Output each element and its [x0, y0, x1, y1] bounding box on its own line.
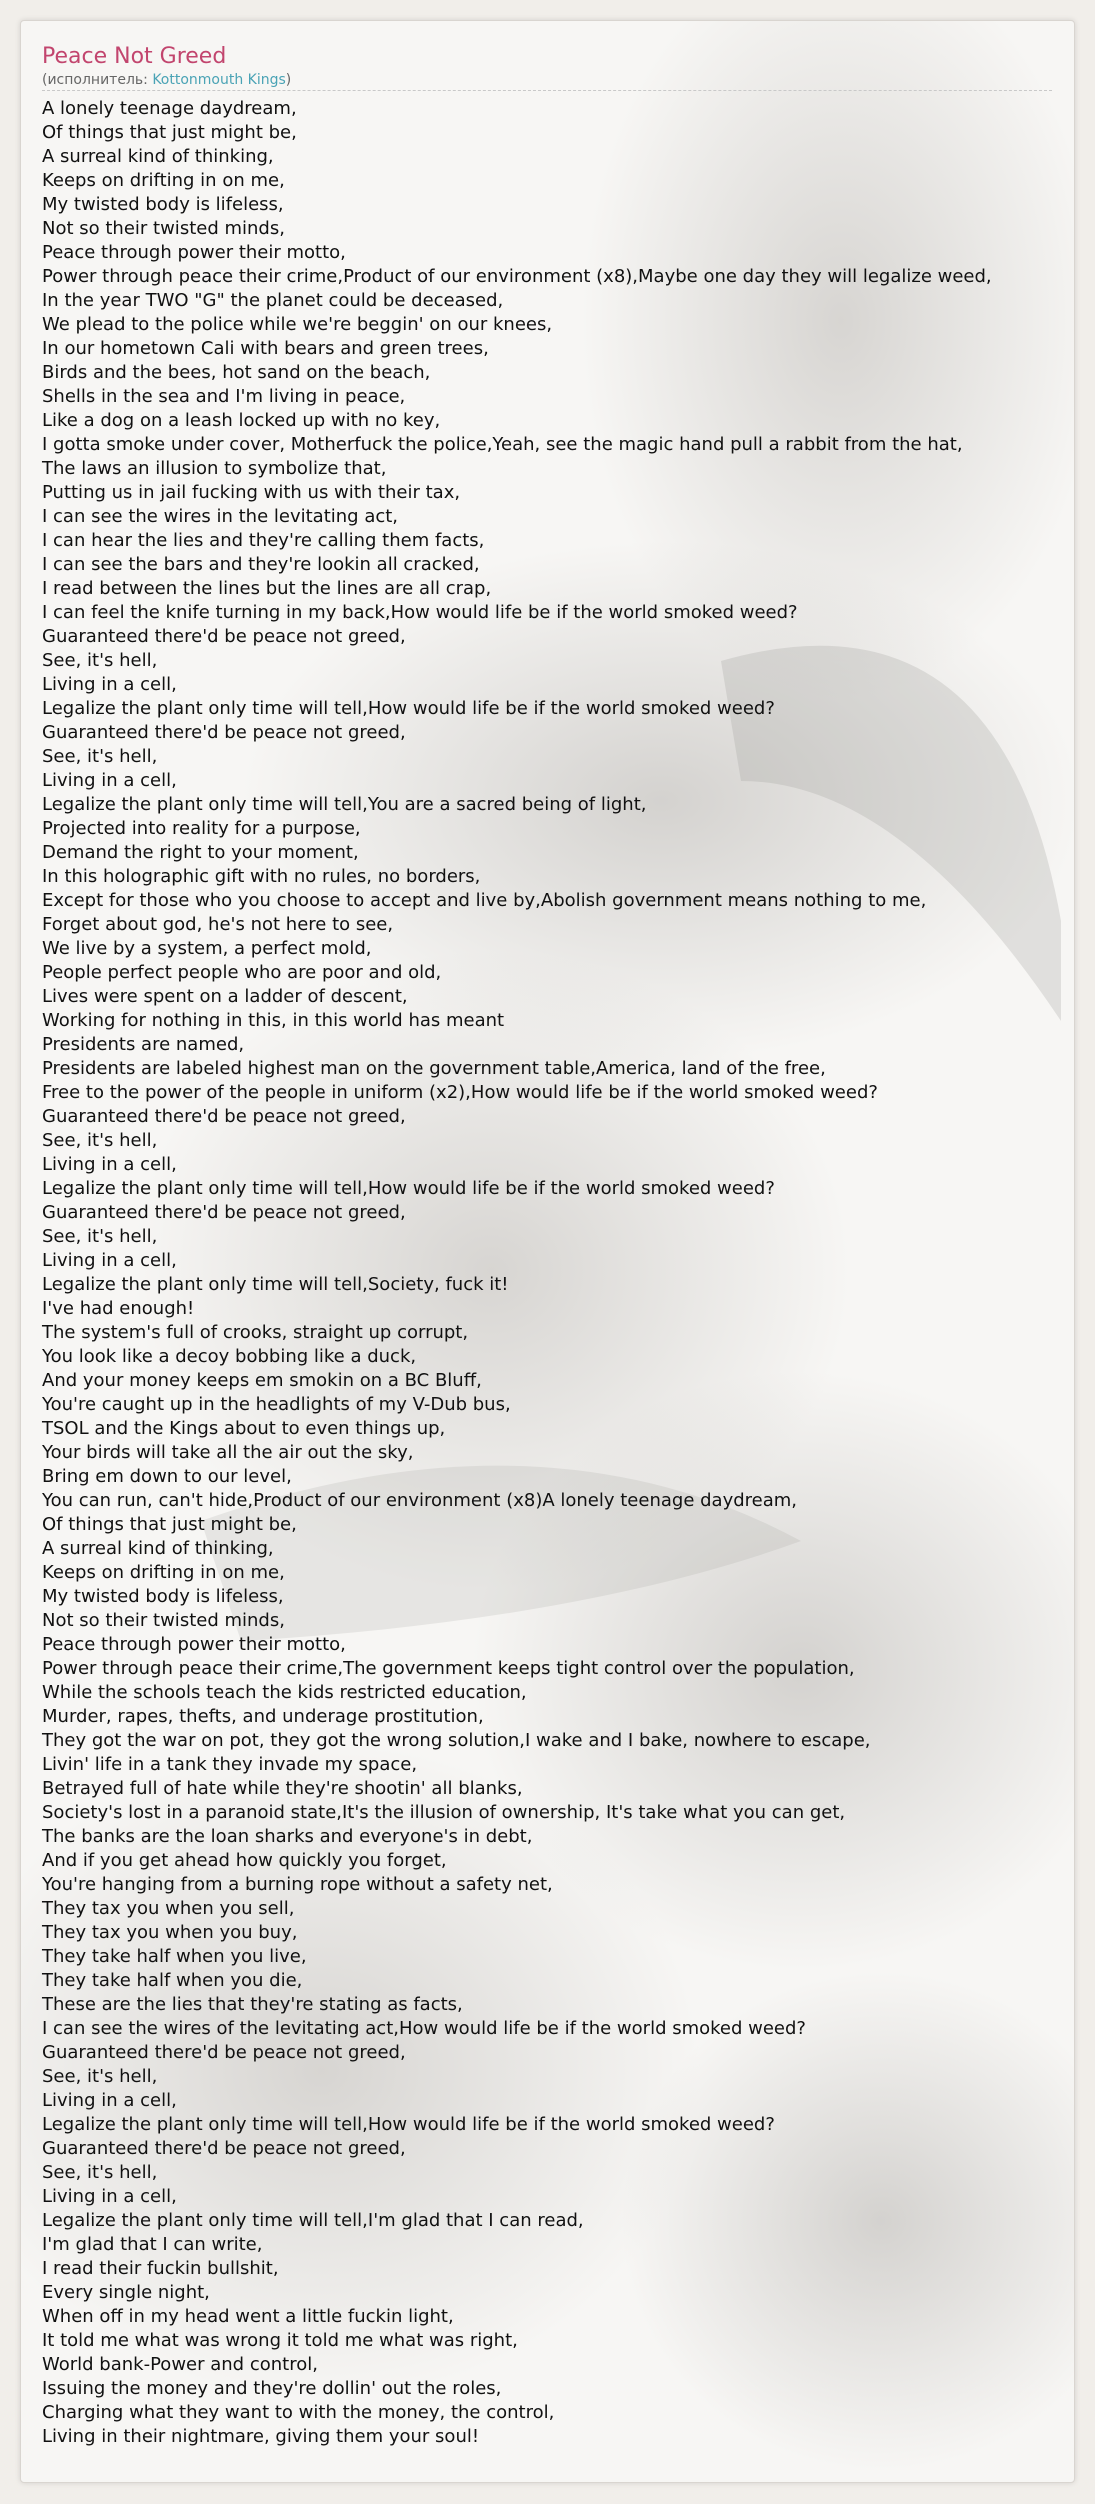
lyric-line: Guaranteed there'd be peace not greed, [42, 2042, 406, 2063]
lyric-line: My twisted body is lifeless, [42, 194, 284, 215]
lyric-line: Power through peace their crime,The government keeps tight control over the population, [42, 1658, 855, 1679]
artist-prefix: (исполнитель: [42, 72, 153, 88]
lyric-line: Your birds will take all the air out the sky, [42, 1442, 414, 1463]
lyric-line: A surreal kind of thinking, [42, 1538, 274, 1559]
lyric-line: Guaranteed there'd be peace not greed, [42, 2138, 406, 2159]
lyric-line: Living in a cell, [42, 770, 177, 791]
lyric-line: Lives were spent on a ladder of descent, [42, 986, 408, 1007]
lyric-line: Power through peace their crime,Product of our environment (x8),Maybe one day they will legalize weed, [42, 266, 992, 287]
lyric-line: A surreal kind of thinking, [42, 146, 274, 167]
lyric-line: My twisted body is lifeless, [42, 1586, 284, 1607]
lyric-line: When off in my head went a little fuckin light, [42, 2306, 454, 2327]
lyric-line: They got the war on pot, they got the wrong solution,I wake and I bake, nowhere to escape, [42, 1730, 871, 1751]
lyric-line: Society's lost in a paranoid state,It's the illusion of ownership, It's take what you can get, [42, 1802, 846, 1823]
lyric-line: I'm glad that I can write, [42, 2234, 263, 2255]
lyric-line: Peace through power their motto, [42, 242, 346, 263]
lyric-line: You can run, can't hide,Product of our environment (x8)A lonely teenage daydream, [42, 1490, 798, 1511]
lyric-line: We plead to the police while we're beggin' on our knees, [42, 314, 553, 335]
lyric-line: World bank-Power and control, [42, 2354, 318, 2375]
lyric-line: Bring em down to our level, [42, 1466, 292, 1487]
lyric-line: Legalize the plant only time will tell,I'm glad that I can read, [42, 2210, 584, 2231]
lyric-line: I read their fuckin bullshit, [42, 2258, 279, 2279]
artist-line [42, 71, 1072, 89]
lyric-line: Livin' life in a tank they invade my space, [42, 1754, 418, 1775]
lyric-line: Charging what they want to with the money, the control, [42, 2402, 555, 2423]
lyric-line: See, it's hell, [42, 2162, 158, 2183]
lyric-line: While the schools teach the kids restricted education, [42, 1682, 527, 1703]
lyric-line: Free to the power of the people in uniform (x2),How would life be if the world smoked weed? [42, 1082, 878, 1103]
lyrics-card [20, 20, 1075, 2483]
lyric-line: It told me what was wrong it told me what was right, [42, 2330, 518, 2351]
lyric-line: Living in a cell, [42, 1154, 177, 1175]
lyric-line: I've had enough! [42, 1298, 195, 1319]
lyric-line: Guaranteed there'd be peace not greed, [42, 722, 406, 743]
lyric-line: Projected into reality for a purpose, [42, 818, 361, 839]
lyric-line: Living in a cell, [42, 2090, 177, 2111]
lyric-line: See, it's hell, [42, 650, 158, 671]
lyric-line: They take half when you die, [42, 1970, 303, 1991]
lyric-line: Betrayed full of hate while they're shootin' all blanks, [42, 1778, 523, 1799]
lyric-line: Guaranteed there'd be peace not greed, [42, 1106, 406, 1127]
lyric-line: Except for those who you choose to accept and live by,Abolish government means nothing to me, [42, 890, 927, 911]
lyric-line: Living in a cell, [42, 674, 177, 695]
lyric-line: I can feel the knife turning in my back,How would life be if the world smoked weed? [42, 602, 798, 623]
lyric-line: Not so their twisted minds, [42, 218, 285, 239]
lyric-line: Not so their twisted minds, [42, 1610, 285, 1631]
lyric-line: Guaranteed there'd be peace not greed, [42, 1202, 406, 1223]
lyric-line: You're hanging from a burning rope without a safety net, [42, 1874, 553, 1895]
lyric-line: See, it's hell, [42, 1130, 158, 1151]
lyric-line: Putting us in jail fucking with us with their tax, [42, 482, 461, 503]
lyric-line: Guaranteed there'd be peace not greed, [42, 626, 406, 647]
lyric-line: In this holographic gift with no rules, no borders, [42, 866, 481, 887]
lyric-line: The system's full of crooks, straight up corrupt, [42, 1322, 469, 1343]
lyric-line: Keeps on drifting in on me, [42, 1562, 285, 1583]
lyric-line: In the year TWO "G" the planet could be deceased, [42, 290, 504, 311]
lyric-line: Forget about god, he's not here to see, [42, 914, 394, 935]
lyric-line: Working for nothing in this, in this world has meant [42, 1010, 505, 1031]
lyric-line: I read between the lines but the lines are all crap, [42, 578, 492, 599]
lyric-line: You're caught up in the headlights of my V-Dub bus, [42, 1394, 511, 1415]
lyric-line: I can hear the lies and they're calling them facts, [42, 530, 485, 551]
lyric-line: In our hometown Cali with bears and green trees, [42, 338, 489, 359]
lyric-line: Legalize the plant only time will tell,You are a sacred being of light, [42, 794, 647, 815]
lyric-line: Demand the right to your moment, [42, 842, 359, 863]
lyric-line: Every single night, [42, 2282, 210, 2303]
lyric-line: Presidents are labeled highest man on the government table,America, land of the free, [42, 1058, 826, 1079]
lyric-line: Birds and the bees, hot sand on the beach, [42, 362, 431, 383]
lyric-line: And if you get ahead how quickly you forget, [42, 1850, 447, 1871]
lyric-line: They take half when you live, [42, 1946, 307, 1967]
lyric-line: Shells in the sea and I'm living in peace, [42, 386, 406, 407]
artist-suffix: ) [285, 72, 292, 88]
lyric-line: Presidents are named, [42, 1034, 245, 1055]
lyric-line: They tax you when you buy, [42, 1922, 298, 1943]
lyric-line: Living in a cell, [42, 2186, 177, 2207]
content-area [42, 43, 1072, 2449]
lyric-line: They tax you when you sell, [42, 1898, 295, 1919]
lyric-line: Like a dog on a leash locked up with no key, [42, 410, 441, 431]
title-divider [42, 90, 1052, 91]
lyric-line: Of things that just might be, [42, 122, 297, 143]
lyric-line: Legalize the plant only time will tell,How would life be if the world smoked weed? [42, 2114, 775, 2135]
lyric-line: I gotta smoke under cover, Motherfuck the police,Yeah, see the magic hand pull a rabbit from the hat, [42, 434, 963, 455]
lyric-line: A lonely teenage daydream, [42, 98, 297, 119]
lyric-line: Peace through power their motto, [42, 1634, 346, 1655]
lyric-line: We live by a system, a perfect mold, [42, 938, 372, 959]
lyric-line: See, it's hell, [42, 2066, 158, 2087]
lyric-line: I can see the wires in the levitating act, [42, 506, 399, 527]
lyric-line: Murder, rapes, thefts, and underage prostitution, [42, 1706, 484, 1727]
lyric-line: TSOL and the Kings about to even things up, [42, 1418, 446, 1439]
lyric-line: See, it's hell, [42, 746, 158, 767]
lyric-line: Keeps on drifting in on me, [42, 170, 285, 191]
lyric-line: Of things that just might be, [42, 1514, 297, 1535]
lyric-line: Issuing the money and they're dollin' out the roles, [42, 2378, 502, 2399]
lyric-line: I can see the bars and they're lookin all cracked, [42, 554, 480, 575]
song-title: Peace Not Greed [42, 44, 227, 69]
lyric-line: Living in a cell, [42, 1250, 177, 1271]
lyric-line: You look like a decoy bobbing like a duck, [42, 1346, 417, 1367]
lyric-line: See, it's hell, [42, 1226, 158, 1247]
lyric-line: The banks are the loan sharks and everyone's in debt, [42, 1826, 533, 1847]
artist-link[interactable]: Kottonmouth Kings [152, 72, 286, 88]
lyric-line: These are the lies that they're stating as facts, [42, 1994, 463, 2015]
lyric-line: Legalize the plant only time will tell,How would life be if the world smoked weed? [42, 698, 775, 719]
lyrics-text [42, 97, 1072, 2449]
lyric-line: Living in their nightmare, giving them your soul! [42, 2426, 480, 2447]
lyric-line: People perfect people who are poor and old, [42, 962, 442, 983]
lyric-line: The laws an illusion to symbolize that, [42, 458, 387, 479]
lyric-line: I can see the wires of the levitating act,How would life be if the world smoked weed? [42, 2018, 806, 2039]
lyric-line: Legalize the plant only time will tell,Society, fuck it! [42, 1274, 509, 1295]
lyric-line: And your money keeps em smokin on a BC Bluff, [42, 1370, 482, 1391]
lyric-line: Legalize the plant only time will tell,How would life be if the world smoked weed? [42, 1178, 775, 1199]
